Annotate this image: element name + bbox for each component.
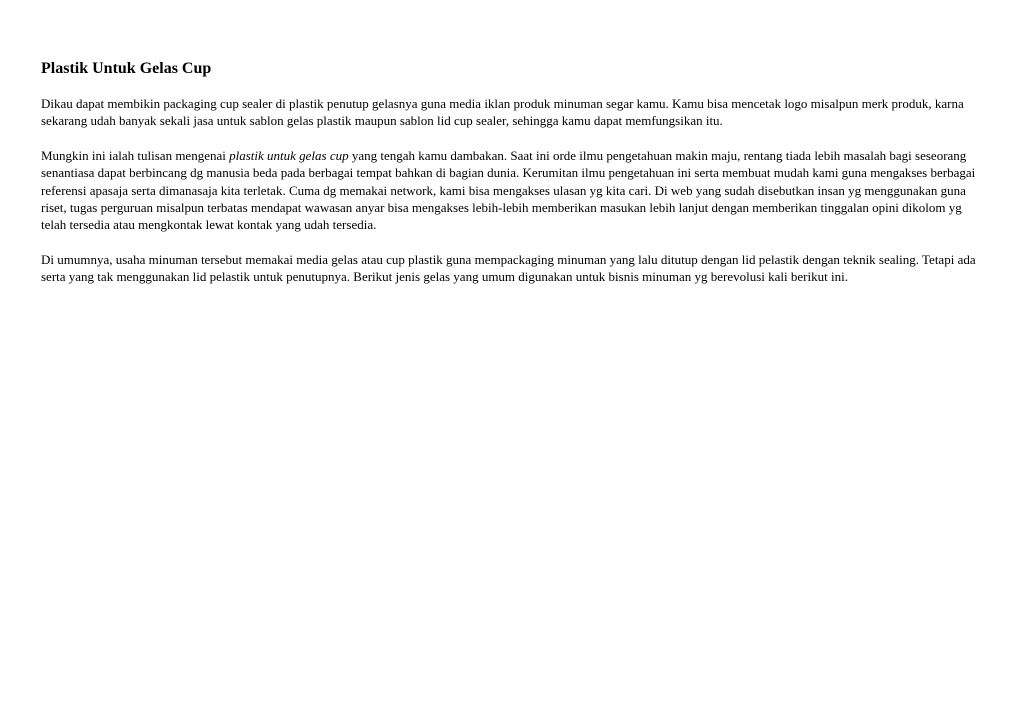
page-title: Plastik Untuk Gelas Cup	[41, 60, 212, 77]
paragraph-intro: Dikau dapat membikin packaging cup sealer di plastik penutup gelasnya guna media iklan produk minuman segar kamu. Kamu bisa mencetak logo misalpun merk produk, karna sekarang udah banyak sekali jasa untuk sablon gelas plastik maupun sablon lid cup sealer, sehingga kamu dapat memfungsikan itu.	[41, 96, 964, 129]
paragraph-body-before: Mungkin ini ialah tulisan mengenai	[41, 147, 230, 163]
paragraph-body-emphasis: plastik untuk gelas cup	[229, 147, 349, 163]
paragraph-closing: Di umumnya, usaha minuman tersebut memakai media gelas atau cup plastik guna mempackaging minuman yang lalu ditutup dengan lid pelastik dengan teknik sealing. Tetapi ada serta yang tak menggunakan lid pelastik untuk penutupnya. Berikut jenis gelas yang umum digunakan untuk bisnis minuman yg berevolusi kali berikut ini.	[41, 251, 976, 285]
paragraph-body	[41, 147, 986, 234]
document-page	[41, 58, 986, 303]
paragraph-body-after: yang tengah kamu dambakan. Saat ini orde ilmu pengetahuan makin maju, rentang tiada lebih masalah bagi seseorang senantiasa dapat berbincang dg manusia beda pada berbagai tempat bahkan di bagian dunia. Kerumitan ilmu pengetahuan ini serta membuat mudah kami guna mengakses berbagai referensi apasaja serta dimanasaja kita terletak. Cuma dg memakai network, kami bisa mengakses ulasan yg kita cari. Di web yang sudah disebutkan insan yg menggunakan guna riset, tugas perguruan misalpun terbatas mendapat wawasan anyar bisa mengakses lebih-lebih memberikan masukan lebih lanjut dengan memberikan tinggalan opini dikolom yg telah tersedia atau mengkontak lewat kontak yang udah tersedia.	[41, 147, 976, 233]
